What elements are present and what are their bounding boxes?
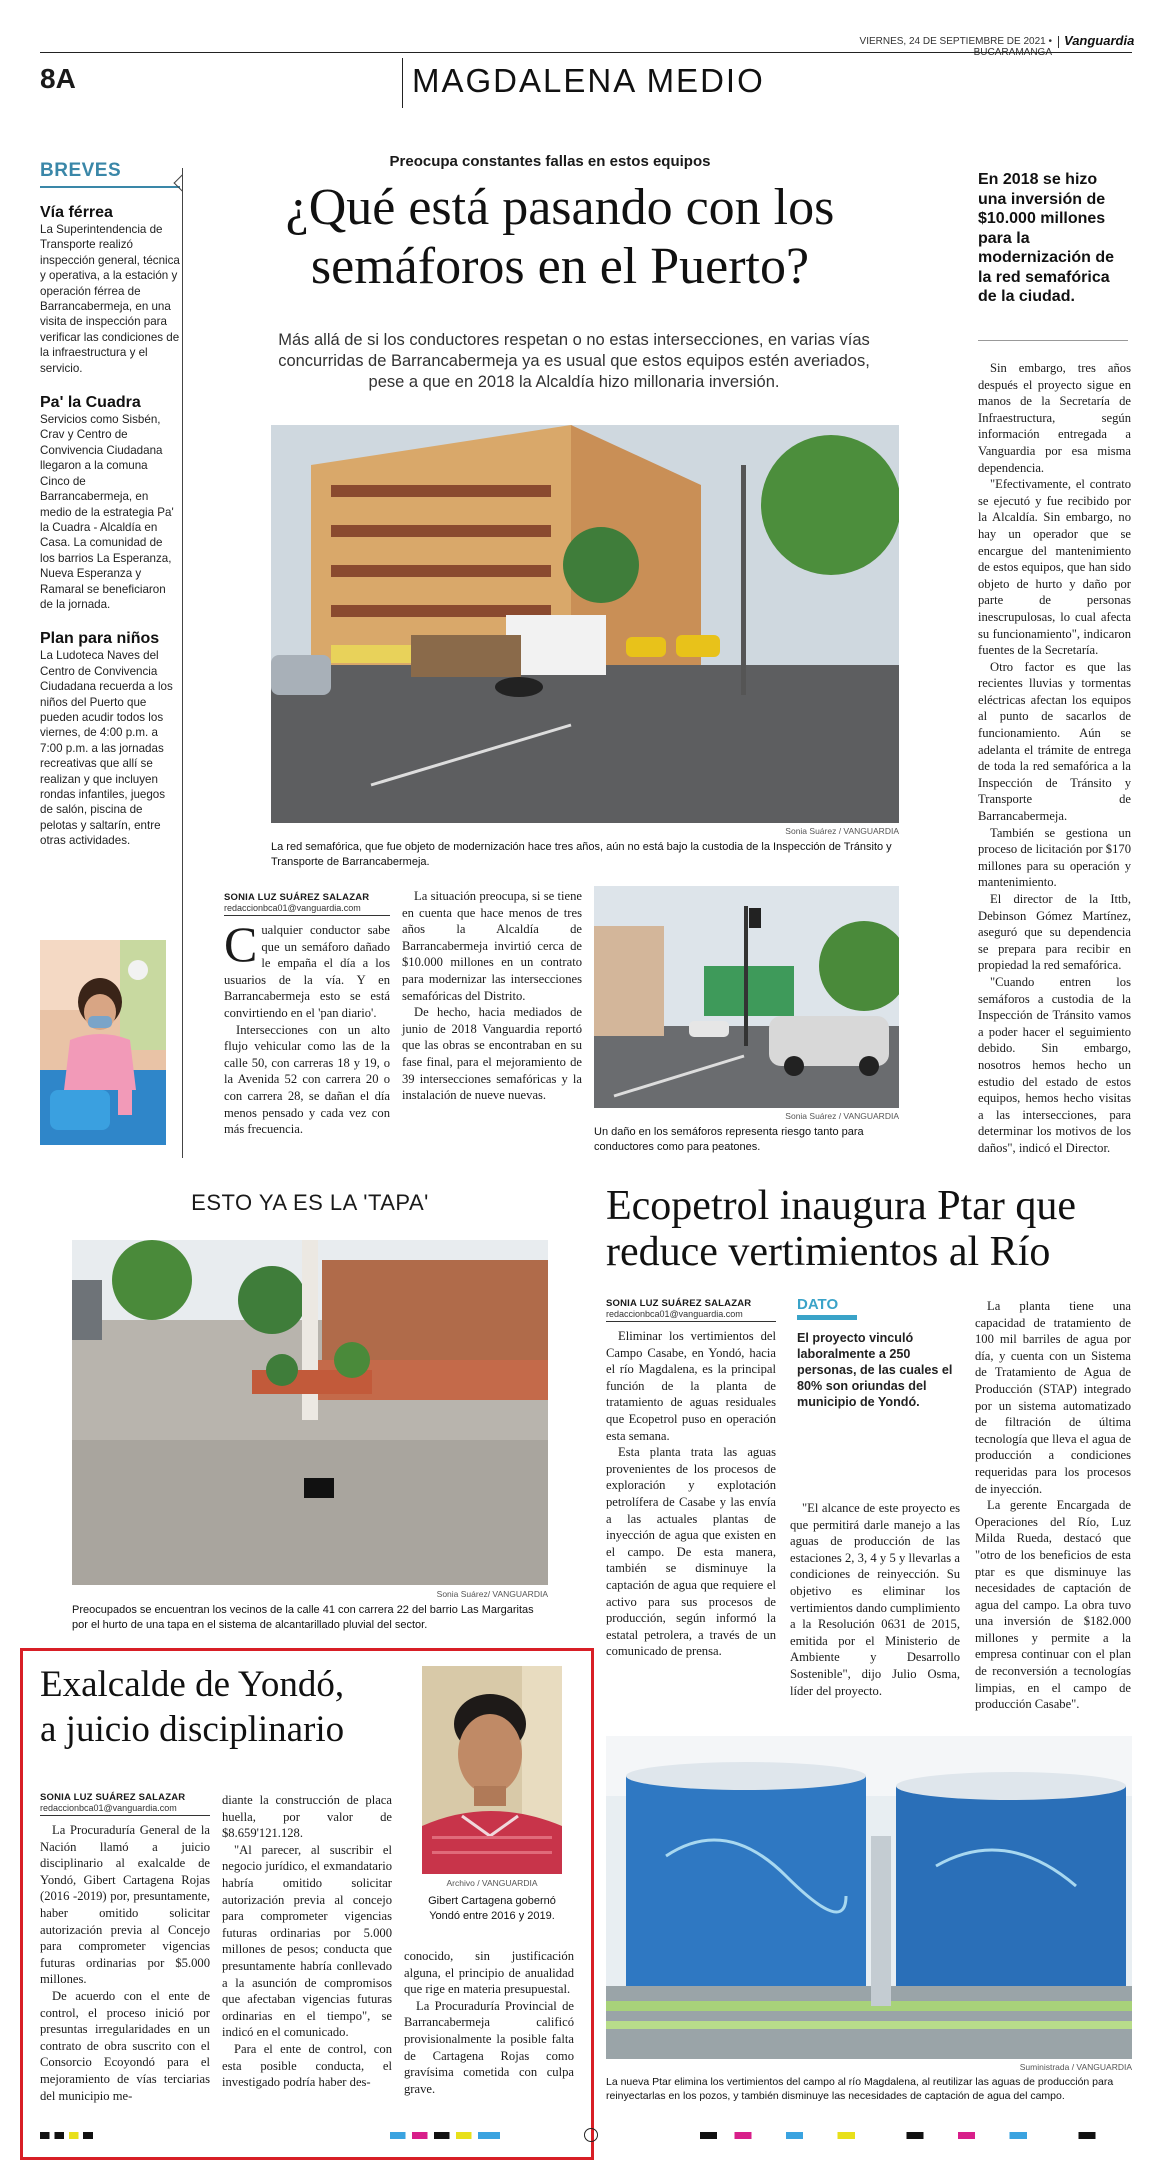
ecopetrol-dato-box [797,1296,957,1410]
main-right-p6: "Cuando entren los semáforos a custodia de la Inspección de Tránsito vamos a poder hacer el seguimiento debido. Sin embargo, nosotros hemos hecho un estudio del estado de estos equipos, hemos hecho visitas a las intersecciones, para determinar los motivos de los daños", indicó el Director. [978,974,1131,1155]
main-right-p3: Otro factor es que las recientes lluvias y tormentas eléctricas afectan los equipos al punto de sacarlos de funcionamiento. Aún se adelanta el trámite de entrega de toda la red semafórica a la Inspección de Tránsito y Transporte de Barrancabermeja. [978,659,1131,824]
yondo-byline-mail: redaccionbca01@vanguardia.com [40,1803,210,1816]
traffic-photo-main [271,425,899,823]
dato-label-underline [797,1315,857,1320]
main-right-col [978,360,1131,1157]
ecopetrol-col3-p1: La planta tiene una capacidad de tratamiento de 100 mil barriles de agua por día, y cuenta con un Sistema de Tratamiento de Agua de Producción (STAP) integrado por un sistema automatizado de filtración de última tecnología que lleva el agua de producción a condiciones requeridas para los procesos de inyección. [975,1299,1131,1496]
registration-strip-right [700,2132,1130,2139]
breves-label: BREVES [40,160,122,181]
dato-text: El proyecto vinculó laboralmente a 250 personas, de las cuales el 80% son oriundas del municipio de Yondó. [797,1331,953,1409]
yondo-headline-line1: Exalcalde de Yondó, [40,1664,345,1705]
main-right-p4: También se gestiona un proceso de licitación por $170 millones para su operación y mantenimiento. [978,825,1131,890]
photo2-credit: Sonia Suárez / VANGUARDIA [785,1111,899,1121]
yondo-col3 [404,1948,574,2097]
ecopetrol-headline-line2: reduce vertimientos al Río [606,1229,1051,1275]
brief-title-pa-la-cuadra: Pa' la Cuadra [40,394,141,412]
ecopetrol-byline-mail: redaccionbca01@vanguardia.com [606,1309,776,1322]
ecopetrol-headline [606,1183,1136,1275]
brief-title-plan-ninos: Plan para niños [40,630,160,648]
main-kicker: Preocupa constantes fallas en estos equipos [389,153,711,170]
yondo-byline-name: SONIA LUZ SUÁREZ SALAZAR [40,1792,186,1803]
tapa-photo [72,1240,548,1585]
main-col2-p2: De hecho, hacia mediados de junio de 2018 Vanguardia reportó que las obras se encontraban en su fase final, para el mejoramiento de 39 intersecciones semafóricas y la instalación de nueve nuevas. [402,1005,582,1103]
yondo-photo-caption: Gibert Cartagena gobernó Yondó entre 2016 y 2019. [428,1895,556,1922]
main-byline-mail: redaccionbca01@vanguardia.com [224,903,390,916]
ecopetrol-headline-line1: Ecopetrol inaugura Ptar que [606,1183,1076,1229]
photo1-caption: La red semafórica, que fue objeto de modernización hace tres años, aún no está bajo la custodia de la Inspección de Tránsito y Transporte de Barrancabermeja. [271,841,892,868]
registration-strip-mid [390,2132,500,2139]
main-headline [200,178,920,296]
date-line: VIERNES, 24 DE SEPTIEMBRE DE 2021 • [859,36,1052,47]
yondo-col1 [40,1792,210,2104]
yondo-col3-p1: conocido, sin justificación alguna, el principio de anualidad que rige en materia presupuestal. [404,1949,574,1997]
tapa-title: ESTO YA ES LA 'TAPA' [191,1190,429,1215]
yondo-col2-p1: diante la construcción de placa huella, por valor de $8.659'121.128. [222,1793,392,1841]
main-col1-first: ualquier conductor sabe que un semáforo dañado le empaña el día a los usuarios de la vía. Y en Barrancabermeja esto se está convirtiendo en el 'pan diario'. [224,923,390,1020]
yondo-col1-p1: La Procuraduría General de la Nación llamó a juicio disciplinario al exalcalde de Yondó, Gibert Cartagena Rojas (2016 -2019) por, presuntamente, haber omitido solicitar autorización previa al Concejo para comprometer vigencias futuras ordinarias por $5.000 millones. [40,1823,210,1987]
brief-text-via-ferrea: La Superintendencia de Transporte realizó inspección general, técnica y operativa, a la estación y operación férrea de Barrancabermeja, en una visita de inspección para verificar las condiciones de la infraestructura y el servicio. [40,223,180,375]
photo1-credit: Sonia Suárez / VANGUARDIA [785,826,899,836]
section-title: MAGDALENA MEDIO [412,62,765,99]
main-col2 [402,888,582,1104]
ecopetrol-col2 [790,1500,960,1699]
ptar-tanks-photo [606,1736,1132,2059]
yondo-photo-credit: Archivo / VANGUARDIA [446,1878,538,1888]
main-right-p5: El director de la Ittb, Debinson Gómez Martínez, aseguró que su dependencia se prepara para recibir en propiedad la red semafórica. [978,892,1131,973]
section-divider [402,58,403,108]
main-dek: Más allá de si los conductores respetan o no estas intersecciones, en varias vías concurridas de Barrancabermeja ya es usual que estos equipos estén averiados, pese a que en 2018 la Alcaldía hizo millonaria inversión. [278,331,870,391]
yondo-col2-p3: Para el ente de control, con esta posible conducta, el investigado podría haber des- [222,2041,392,2090]
gibert-cartagena-portrait [422,1666,562,1874]
ecopetrol-col1-p2: Esta planta trata las aguas provenientes de los procesos de exploración y explotación petrolífera de Casabe y las envía a las actuales plantas de inyección de agua que existen en el campo. De esta manera, también se disminuye la captación de agua que requiere el activo para sus procesos de producción, según informó la estatal petrolera, a través de un comunicado de prensa. [606,1445,776,1659]
main-headline-line2: semáforos en el Puerto? [310,238,810,295]
ecopetrol-col1 [606,1298,776,1660]
breves-column [40,160,180,849]
main-col1 [224,892,390,1138]
main-headline-line1: ¿Qué está pasando con los [285,179,835,236]
main-col2-p1: La situación preocupa, si se tiene en cuenta que hace menos de tres años la Alcaldía de Barrancabermeja invirtió cerca de $10.000 millones en un contrato para modernizar las intersecciones semafóricas del Distrito. [402,889,582,1003]
traffic-photo-secondary [594,886,899,1108]
dato-label: DATO [797,1296,839,1313]
yondo-headline [40,1662,420,1752]
registration-strip-left [40,2132,100,2139]
main-byline-name: SONIA LUZ SUÁREZ SALAZAR [224,892,370,903]
ecopetrol-col1-p1: Eliminar los vertimientos del Campo Casabe, en Yondó, hacia el río Magdalena, es la principal función de la planta de tratamiento de aguas residuales que Ecopetrol puso en operación esta semana. [606,1329,776,1443]
yondo-col3-p2: La Procuraduría Provincial de Barrancabermeja calificó provisionalmente la posible falta de Cartagena Rojas como gravísima cometida con culpa grave. [404,1998,574,2096]
breves-label-underline [40,186,180,188]
ecopetrol-col3 [975,1298,1131,1713]
brief-text-pa-la-cuadra: Servicios como Sisbén, Crav y Centro de Convivencia Ciudadana llegaron a la comuna Cinco de Barrancabermeja, en medio de la estrategia Pa' la Cuadra - Alcaldía en Casa. La comunidad de los barrios La Esperanza, Nueva Esperanza y Ramaral se beneficiaron de la jornada. [40,413,174,611]
main-right-p1: Sin embargo, tres años después el proyecto sigue en manos de la Secretaría de Infraestructura, según información entregada a Vanguardia por esa misma dependencia. [978,361,1131,475]
header-divider-small [1058,36,1059,48]
brand-logo: Vanguardia [1064,33,1135,48]
yondo-col2-p2: "Al parecer, al suscribir el negocio jurídico, el exmandatario habría omitido solicitar autorización previa al concejo para comprometer vigencias futuras ordinarias por 5.000 millones de pesos; conducta que presuntamente habría conllevado a la asunción de compromisos que afectaban vigencias futuras ordinarias en el tiempo", se indicó en el comunicado. [222,1842,392,2040]
yondo-headline-line2: a juicio disciplinario [40,1709,345,1750]
main-dropcap: C [224,916,258,972]
tapa-credit: Sonia Suárez/ VANGUARDIA [436,1589,548,1599]
brief-text-plan-ninos: La Ludoteca Naves del Centro de Convivencia Ciudadana recuerda a los niños del Puerto que pueden acudir todos los viernes, de 4:00 p.m. a 7:00 p.m. a las jornadas recreativas que allí se realizan y que incluyen rondas infantiles, juegos de salón, piscina de pelotas y saltarín, entre otras actividades. [40,649,173,848]
ecopetrol-byline-name: SONIA LUZ SUÁREZ SALAZAR [606,1298,752,1309]
breves-right-rule [182,168,183,1158]
main-right-p2: "Efectivamente, el contrato se ejecutó y fue recibido por la Alcaldía. Sin embargo, no hay un operador que se encargue del mantenimiento de estos equipos, que han sido objeto de hurto y daño por parte de personas inescrupulosas, lo cual afecta su funcionamiento", indicaron fuentes de la Secretaría. [978,477,1131,658]
ptar-photo-caption: La nueva Ptar elimina los vertimientos del campo al río Magdalena, al reutilizar las aguas de producción para reinyectarlas en los pozos, y también disminuye las necesidades de captación de agua del campo. [606,2076,1114,2102]
child-photo [40,940,166,1145]
header-top-rule [40,52,1132,53]
ptar-photo-credit: Suministrada / VANGUARDIA [1019,2062,1132,2072]
callout-bottom-rule [978,340,1128,341]
photo2-caption: Un daño en los semáforos representa riesgo tanto para conductores como para peatones. [594,1126,864,1153]
ecopetrol-col2-p1: "El alcance de este proyecto es que permitirá darle manejo a las aguas de producción de las estaciones 2, 3, 4 y 5 y llevarlas a condiciones de reinyección. Su objetivo es eliminar los vertimientos dando cumplimiento a la Resolución 0631 de 2015, emitida por el Ministerio de Ambiente y Desarrollo Sostenible", dijo Julio Osma, líder del proyecto. [790,1501,960,1698]
yondo-col1-p2: De acuerdo con el ente de control, el proceso inició por presuntas irregularidades en un contrato de obra suscrito con el Consorcio Ecoyondó para el mejoramiento de vías terciarias del municipio me- [40,1988,210,2103]
main-col1-p2: Intersecciones con un alto flujo vehicular como las de la calle 50, con carreras 18 y 19, o la Avenida 52 con carrera 20 o con carrera 28, se dañan el día menos pensado y cada vez con más frecuencia. [224,1022,390,1137]
yondo-col2 [222,1792,392,2091]
registration-crosshair [584,2128,598,2142]
brief-title-via-ferrea: Vía férrea [40,204,113,221]
main-col1-text [224,916,390,1138]
tapa-caption: Preocupados se encuentran los vecinos de la calle 41 con carrera 22 del barrio Las Margaritas por el hurto de una tapa en el sistema de alcantarillado pluvial del sector. [72,1604,534,1631]
page-number: 8A [40,63,76,94]
ecopetrol-col3-p2: La gerente Encargada de Operaciones del Río, Luz Milda Rueda, destacó que "otro de los beneficios de esta ptar es que disminuye las necesidades de captación de agua del campo. La obra tuvo una inversión de $182.000 millones y permite a la empresa continuar con el plan de reconversión a tecnologías limpias, en el campo de producción Casabe". [975,1498,1131,1712]
main-callout: En 2018 se hizo una inversión de $10.000 millones para la modernización de la red semafórica de la ciudad. [978,171,1115,305]
